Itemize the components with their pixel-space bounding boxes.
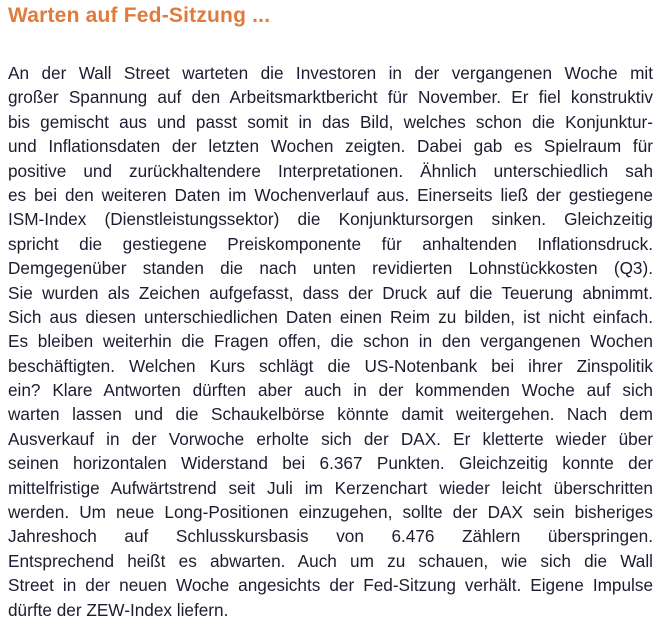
text-line: werden. Um neue Long-Positionen einzugehen, sollte der DAX sein bisheriges xyxy=(8,502,653,523)
text-line: positive und zurückhaltendere Interpretationen. Ähnlich unterschiedlich sah xyxy=(8,160,653,181)
text-line: Demgegenüber standen die nach unten revidierten Lohnstückkosten (Q3). xyxy=(8,258,653,279)
text-line: spricht die gestiegene Preiskomponente für anhaltenden Inflationsdruck. xyxy=(8,233,653,254)
text-line: Jahreshoch auf Schlusskursbasis von 6.476 Zählern überspringen. xyxy=(8,526,653,547)
text-line: An der Wall Street warteten die Investoren in der vergangenen Woche mit xyxy=(8,63,653,83)
text-line: Sich aus diesen unterschiedlichen Daten einen Reim zu bilden, ist nicht einfach. xyxy=(8,306,653,327)
text-line: ein? Klare Antworten dürften aber auch in der kommenden Woche auf sich xyxy=(8,380,653,401)
text-line: ISM-Index (Dienstleistungssektor) die Konjunktursorgen sinken. Gleichzeitig xyxy=(8,209,653,230)
text-line: warten lassen und die Schaukelbörse könnte damit weitergehen. Nach dem xyxy=(8,404,653,425)
text-line: mittelfristige Aufwärtstrend seit Juli im Kerzenchart wieder leicht überschritten xyxy=(8,477,653,498)
text-line: beschäftigten. Welchen Kurs schlägt die US-Notenbank bei ihrer Zinspolitik xyxy=(8,355,653,376)
text-line: und Inflationsdaten der letzten Wochen zeigten. Dabei gab es Spielraum für xyxy=(8,136,653,157)
text-line: Entsprechend heißt es abwarten. Auch um zu schauen, wie sich die Wall xyxy=(8,550,653,571)
article-title: Warten auf Fed-Sitzung ... xyxy=(8,4,271,27)
text-line: Ausverkauf in der Vorwoche erholte sich der DAX. Er kletterte wieder über xyxy=(8,428,653,449)
text-line: Es bleiben weiterhin die Fragen offen, die schon in den vergangenen Wochen xyxy=(8,331,653,352)
text-line: Street in der neuen Woche angesichts der Fed-Sitzung verhält. Eigene Impulse xyxy=(8,575,653,596)
text-line: Sie wurden als Zeichen aufgefasst, dass der Druck auf die Teuerung abnimmt. xyxy=(8,282,653,303)
text-line: großer Spannung auf den Arbeitsmarktbericht für November. Er fiel konstruktiv xyxy=(8,87,653,108)
article-body xyxy=(8,61,653,622)
text-line: seinen horizontalen Widerstand bei 6.367 Punkten. Gleichzeitig konnte der xyxy=(8,453,653,474)
text-line: bis gemischt aus und passt somit in das Bild, welches schon die Konjunktur- xyxy=(8,111,653,132)
text-line: dürfte der ZEW-Index liefern. xyxy=(8,599,229,620)
text-line: es bei den weiteren Daten im Wochenverlauf aus. Einerseits ließ der gestiegene xyxy=(8,184,653,205)
